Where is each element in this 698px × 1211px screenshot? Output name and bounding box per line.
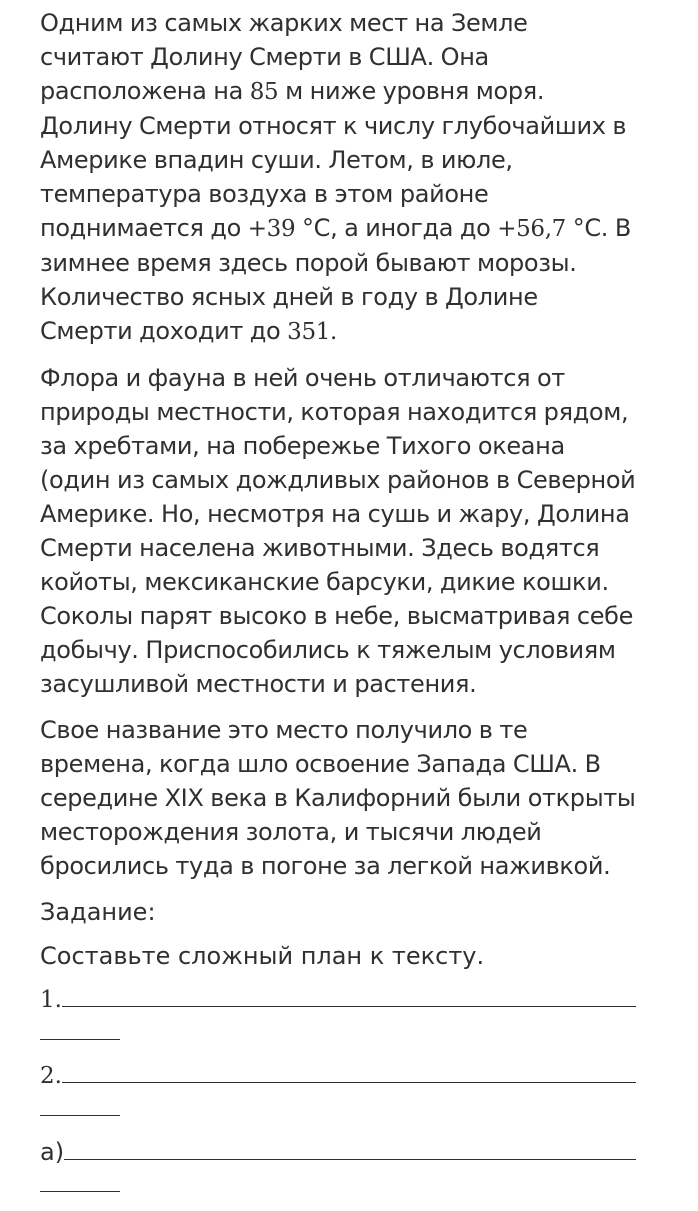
plan-item [40,1059,636,1129]
document-body [40,6,636,1211]
answer-blank-line [62,984,636,1007]
plan-item [40,1135,636,1205]
plan-item-marker: а) [40,1138,65,1166]
text-paragraph [40,361,636,701]
plan-item-first-line [40,1059,636,1093]
plan-list [40,983,636,1205]
text-paragraph [40,6,636,349]
task-instruction: Составьте сложный план к тексту. [40,942,485,970]
task-label: Задание: [40,898,156,926]
answer-blank-continuation [40,1017,120,1040]
text-run: Одним из самых жарких мест на Земле считают Долину Смерти в США. Она расположена на [40,9,528,105]
plan-item-marker: 1. [40,987,62,1013]
text-run: °С, а иногда до [295,214,498,242]
text-paragraph [40,713,636,883]
text-run: Свое название это место получило в те времена, когда шло освоение Запада США. В середине XIX века в Калифорний были открыты месторождения золота, и тысячи людей бросились туда в погоне за легкой наживкой. [40,716,636,880]
number-value: +56,7 [497,216,566,242]
number-value: 351. [287,319,337,345]
text-run: Флора и фауна в ней очень отличаются от природы местности, которая находится рядом, за хребтами, на побережье Тихого океана (один из самых дождливых районов в Северной Америке. Но, несмотря на сушь и жару, Долина Смерти населена животными. Здесь водятся койоты, мексиканские барсуки, дикие кошки. Соколы парят высоко в небе, высматривая себе добычу. Приспособились к тяжелым условиям засушливой местности и растения. [40,364,636,698]
plan-item-marker: 2. [40,1063,62,1089]
number-value: 85 [249,79,279,105]
plan-item-first-line [40,1135,636,1169]
answer-blank-line [62,1060,636,1083]
text-paragraphs [40,6,636,883]
plan-item-first-line [40,983,636,1017]
answer-blank-continuation [40,1169,120,1192]
number-value: +39 [247,216,296,242]
answer-blank-line [64,1137,636,1160]
text-run: °С. В зимнее время здесь порой бывают морозы. Количество ясных дней в году в Долине Смерти доходит до [40,214,631,345]
answer-blank-continuation [40,1093,120,1116]
plan-item [40,983,636,1053]
text-run: м ниже уровня моря. Долину Смерти относят к числу глубочайших в Америке впадин суши. Летом, в июле, температура воздуха в этом районе поднимается до [40,77,627,242]
